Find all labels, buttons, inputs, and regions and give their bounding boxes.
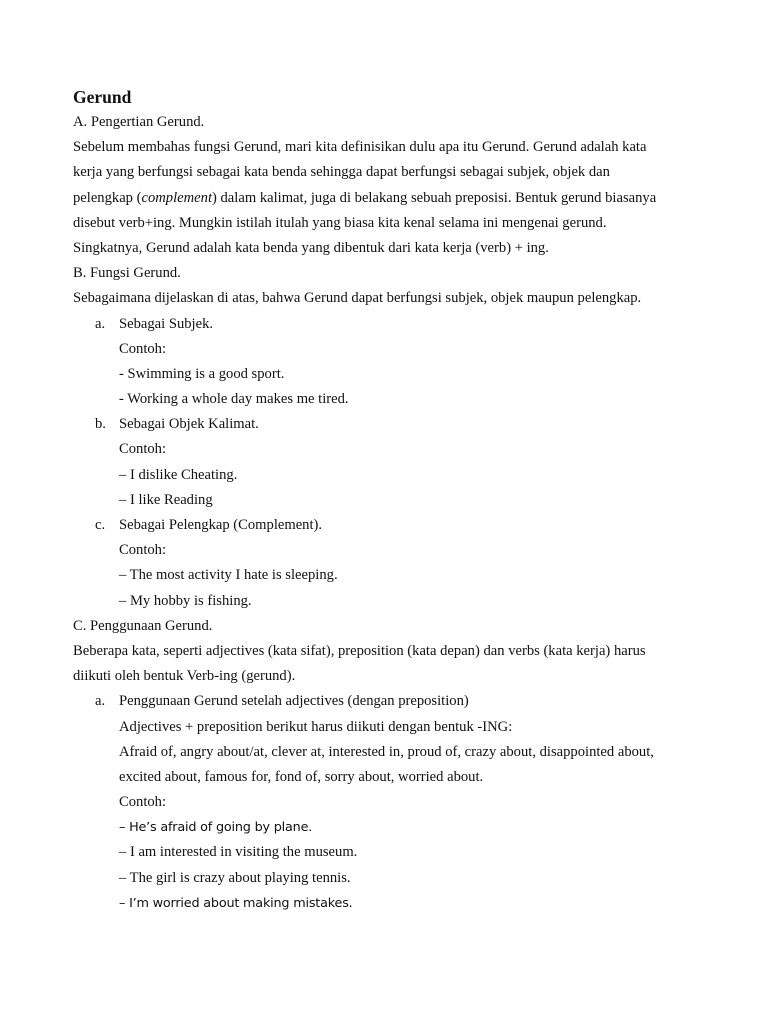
example-line: – I dislike Cheating. [119, 466, 238, 483]
example-line: – He’s afraid of going by plane. [119, 820, 313, 836]
list-marker: b. [95, 416, 106, 433]
list-item-c-a [73, 689, 703, 714]
list-marker: a. [95, 693, 106, 710]
list-item-b-a [73, 312, 703, 337]
contoh-label: Contoh: [119, 542, 167, 559]
section-b-intro: Sebagaimana dijelaskan di atas, bahwa Gerund dapat berfungsi subjek, objek maupun pelengkap. [73, 290, 642, 307]
adjective-list-line-2: excited about, famous for, fond of, sorry about, worried about. [119, 768, 484, 785]
page-title: Gerund [73, 87, 132, 107]
example-line: – The girl is crazy about playing tennis. [119, 869, 351, 886]
list-marker: c. [95, 517, 106, 533]
list-item-label: Sebagai Objek Kalimat. [119, 416, 259, 433]
list-marker: a. [95, 315, 106, 332]
list-item-label: Penggunaan Gerund setelah adjectives (dengan preposition) [119, 693, 469, 710]
example-line: – I like Reading [119, 491, 213, 508]
rule-line: Adjectives + preposition berikut harus diikuti dengan bentuk -ING: [119, 718, 513, 735]
example-line: – The most activity I hate is sleeping. [119, 567, 338, 584]
section-a-heading: A. Pengertian Gerund. [73, 114, 205, 130]
contoh-label: Contoh: [119, 441, 167, 458]
section-a-para-line-2: kerja yang berfungsi sebagai kata benda sehingga dapat berfungsi sebagai subjek, objek dan [73, 164, 610, 181]
section-a-para-line-3 [73, 186, 703, 211]
section-a-line3-post: ) dalam kalimat, juga di belakang sebuah preposisi. Bentuk gerund biasanya [212, 189, 657, 206]
section-a-para-line-4: disebut verb+ing. Mungkin istilah itulah yang biasa kita kenal selama ini mengenai gerund. [73, 214, 607, 231]
example-line: - Swimming is a good sport. [119, 365, 285, 382]
contoh-label: Contoh: [119, 340, 167, 357]
list-item-b-c [73, 513, 703, 538]
contoh-label: Contoh: [119, 794, 167, 811]
document-body [73, 84, 703, 916]
example-line: – I’m worried about making mistakes. [119, 895, 353, 911]
example-line: - Working a whole day makes me tired. [119, 391, 349, 408]
section-a-para-line-1: Sebelum membahas fungsi Gerund, mari kita definisikan dulu apa itu Gerund. Gerund adalah kata [73, 139, 647, 156]
list-item-label: Sebagai Subjek. [119, 315, 214, 332]
list-item-label: Sebagai Pelengkap (Complement). [119, 517, 323, 533]
section-c-intro-line-1: Beberapa kata, seperti adjectives (kata sifat), preposition (kata depan) dan verbs (kata kerja) harus [73, 642, 646, 659]
example-line: – My hobby is fishing. [119, 592, 252, 609]
adjective-list-line-1: Afraid of, angry about/at, clever at, interested in, proud of, crazy about, disappointed about, [119, 743, 654, 760]
list-item-b-b [73, 412, 703, 437]
section-c-intro-line-2: diikuti oleh bentuk Verb-ing (gerund). [73, 668, 296, 685]
section-c-heading: C. Penggunaan Gerund. [73, 617, 213, 634]
section-b-heading: B. Fungsi Gerund. [73, 265, 181, 282]
section-a-para-line-5: Singkatnya, Gerund adalah kata benda yang dibentuk dari kata kerja (verb) + ing. [73, 239, 549, 256]
section-a-line3-pre: pelengkap ( [73, 189, 142, 206]
example-line: – I am interested in visiting the museum. [119, 844, 358, 861]
complement-term: complement [141, 189, 212, 206]
